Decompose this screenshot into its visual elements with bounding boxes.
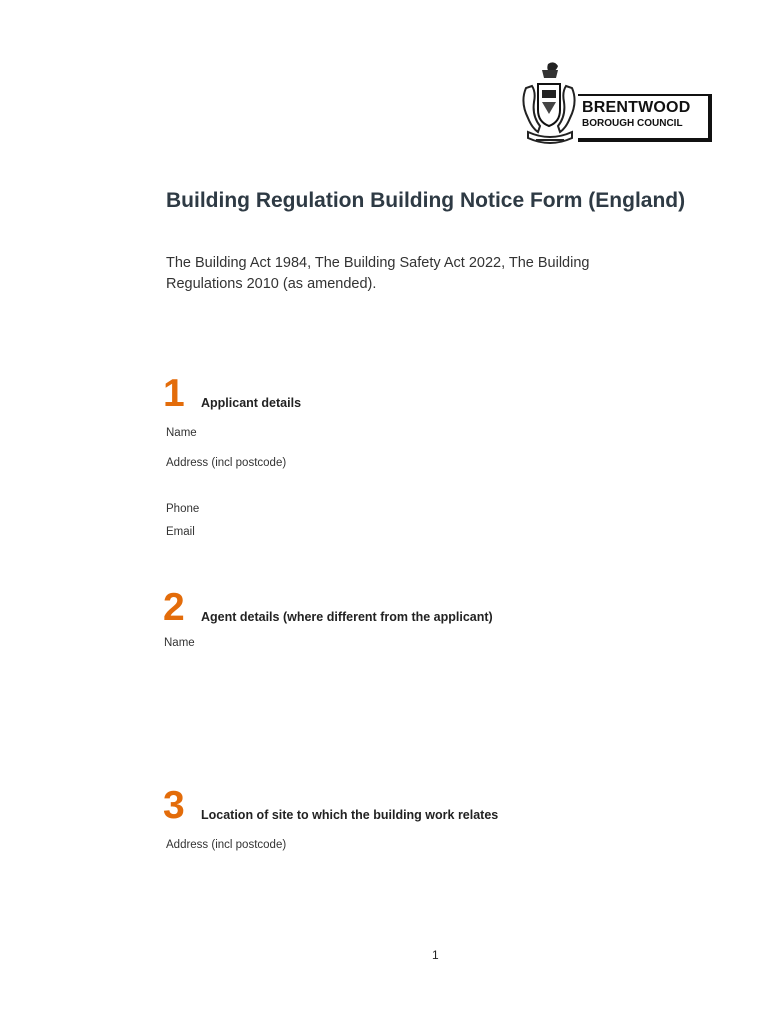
section-2-title: Agent details (where different from the applicant) bbox=[201, 610, 493, 624]
document-title: Building Regulation Building Notice Form (England) bbox=[166, 189, 686, 212]
applicant-phone-label: Phone bbox=[166, 503, 200, 515]
council-logo bbox=[520, 60, 715, 148]
section-1-number: 1 bbox=[163, 372, 185, 415]
applicant-email-label: Email bbox=[166, 526, 195, 538]
document-subtitle: The Building Act 1984, The Building Safety Act 2022, The Building Regulations 2010 (as amended). bbox=[166, 255, 590, 292]
applicant-name-label: Name bbox=[166, 427, 197, 439]
council-name: BRENTWOOD bbox=[582, 99, 691, 116]
section-2-number: 2 bbox=[163, 586, 185, 629]
coat-of-arms-icon bbox=[520, 60, 580, 148]
section-3-number: 3 bbox=[163, 784, 185, 827]
logo-wordmark bbox=[578, 94, 712, 142]
agent-name-label: Name bbox=[164, 637, 195, 649]
section-3-title: Location of site to which the building work relates bbox=[201, 808, 499, 822]
page-number: 1 bbox=[432, 948, 439, 962]
council-subname: BOROUGH COUNCIL bbox=[582, 118, 683, 129]
section-1-title: Applicant details bbox=[201, 396, 302, 410]
site-address-label: Address (incl postcode) bbox=[166, 839, 287, 851]
applicant-address-label: Address (incl postcode) bbox=[166, 457, 287, 469]
